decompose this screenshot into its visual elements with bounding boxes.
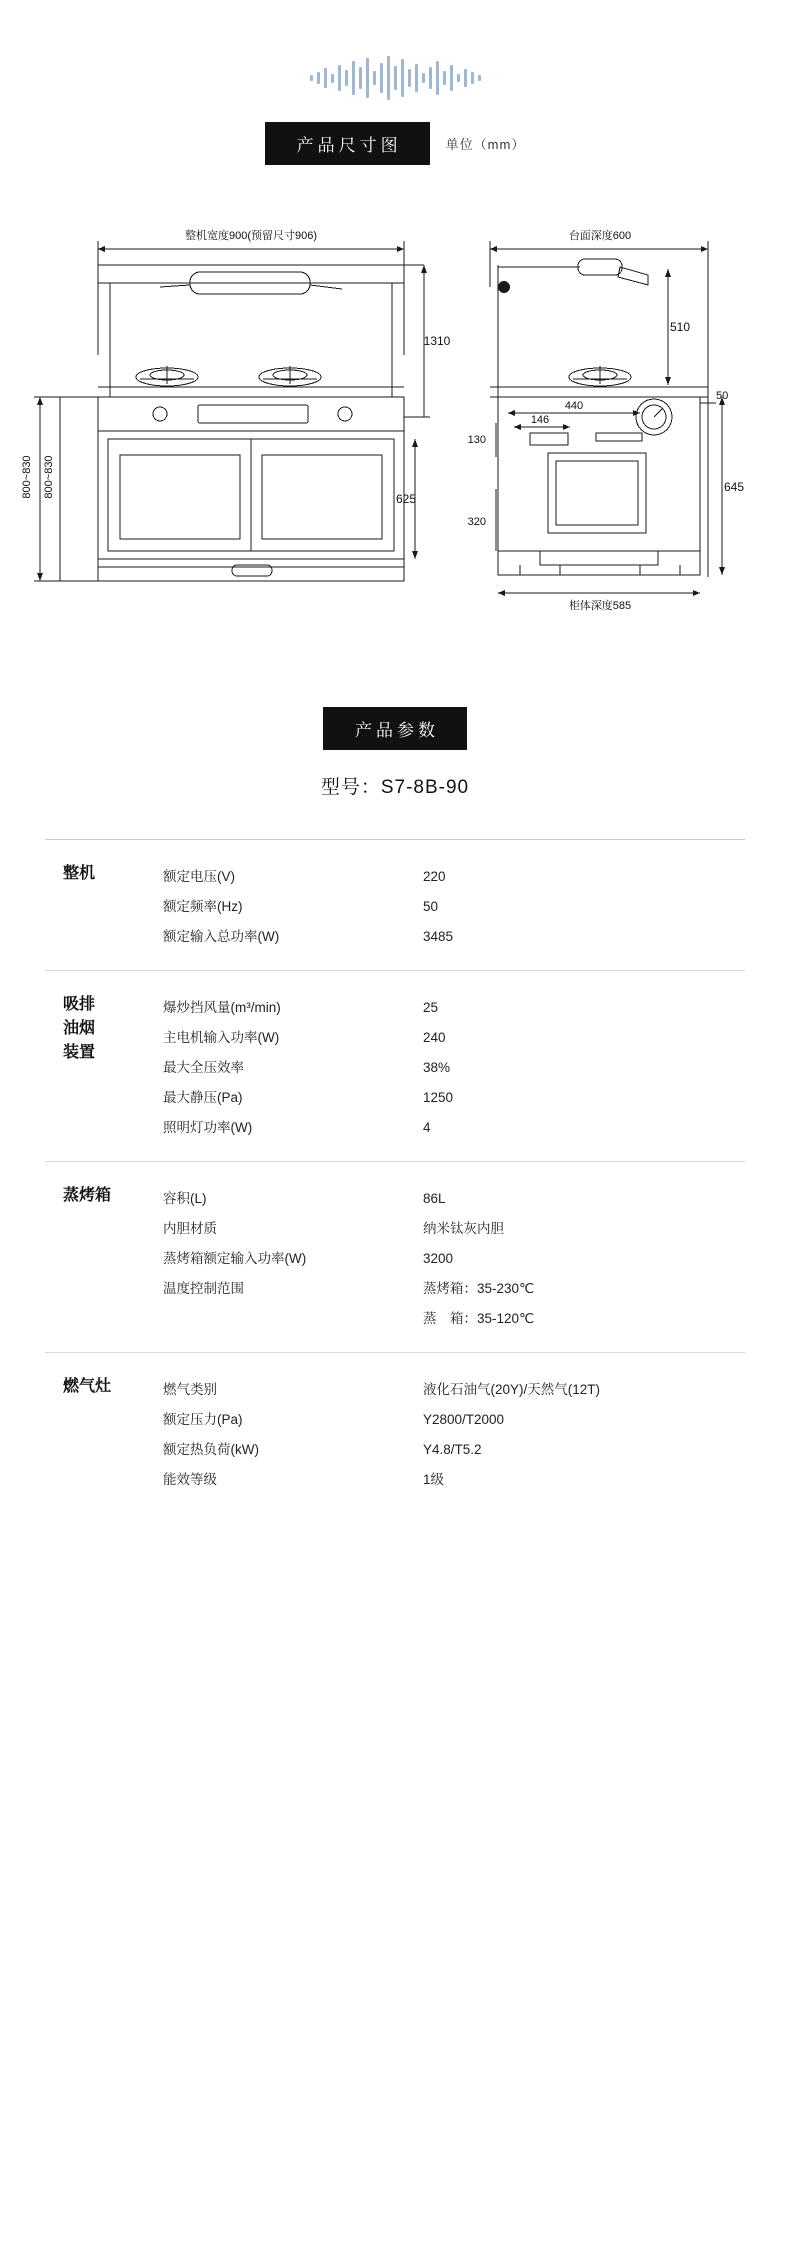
waveform-bar xyxy=(345,70,348,86)
param-rows xyxy=(163,1184,745,1334)
param-group-name: 吸排 油烟 装置 xyxy=(63,996,96,1061)
param-row xyxy=(163,993,745,1023)
param-value: 38% xyxy=(423,1060,451,1075)
waveform-bar xyxy=(422,73,425,83)
param-key: 最大静压(Pa) xyxy=(163,1090,243,1105)
param-row xyxy=(163,1465,745,1495)
waveform-bar xyxy=(471,72,474,84)
svg-text:440: 440 xyxy=(564,400,584,412)
param-group xyxy=(45,839,745,970)
param-key: 主电机输入功率(W) xyxy=(163,1030,280,1045)
param-row xyxy=(163,1375,745,1405)
params-table xyxy=(45,839,745,1513)
waveform-bar xyxy=(408,69,411,87)
param-key: 照明灯功率(W) xyxy=(163,1120,253,1135)
waveform-bar xyxy=(415,64,418,92)
param-row xyxy=(163,1083,745,1113)
param-key: 额定热负荷(kW) xyxy=(163,1442,259,1457)
param-value: 蒸烤箱：35-230℃ 蒸 箱：35-120℃ xyxy=(423,1281,535,1326)
param-row xyxy=(163,1023,745,1053)
waveform-bar xyxy=(373,71,376,85)
svg-text:800~830: 800~830 xyxy=(21,455,33,499)
label-front-width: 整机宽度900(预留尺寸906) xyxy=(184,230,318,242)
param-group-name: 燃气灶 xyxy=(63,1378,112,1395)
svg-text:510: 510 xyxy=(669,320,691,334)
svg-text:625: 625 xyxy=(395,492,417,506)
waveform-bar xyxy=(436,61,439,95)
waveform-bar xyxy=(324,68,327,88)
param-rows xyxy=(163,1375,745,1495)
technical-drawing xyxy=(0,227,790,647)
waveform-bar xyxy=(450,65,453,91)
svg-text:645: 645 xyxy=(723,480,745,494)
waveform-bar xyxy=(401,59,404,97)
param-rows xyxy=(163,993,745,1143)
waveform-bar xyxy=(310,75,313,81)
param-key: 内胆材质 xyxy=(163,1221,217,1236)
param-row xyxy=(163,922,745,952)
param-group xyxy=(45,1352,745,1513)
param-key: 额定压力(Pa) xyxy=(163,1412,243,1427)
param-value: 1级 xyxy=(423,1472,445,1487)
waveform-bars xyxy=(310,56,481,100)
param-value: 1250 xyxy=(423,1090,454,1105)
param-value: 240 xyxy=(423,1030,446,1045)
model-label: 型号：S7-8B-90 xyxy=(320,777,470,798)
svg-text:50: 50 xyxy=(716,390,729,402)
param-key: 蒸烤箱额定输入功率(W) xyxy=(163,1251,307,1266)
param-key: 温度控制范围 xyxy=(163,1281,244,1296)
waveform-bar xyxy=(366,58,369,98)
param-key: 最大全压效率 xyxy=(163,1060,244,1075)
svg-text:320: 320 xyxy=(467,516,486,528)
waveform-bar xyxy=(338,65,341,91)
param-group-name: 整机 xyxy=(63,865,96,882)
svg-text:130: 130 xyxy=(467,434,486,446)
param-group xyxy=(45,970,745,1161)
params-title-row xyxy=(0,707,790,750)
param-row xyxy=(163,1113,745,1143)
param-value: 50 xyxy=(423,899,439,914)
param-key: 燃气类别 xyxy=(163,1382,217,1397)
dimensions-title-row xyxy=(0,122,790,165)
param-key: 额定频率(Hz) xyxy=(163,899,243,914)
param-row xyxy=(163,862,745,892)
waveform-bar xyxy=(443,71,446,85)
param-row xyxy=(163,1184,745,1214)
param-value: 3485 xyxy=(423,929,454,944)
waveform-bar xyxy=(317,72,320,84)
param-value: Y4.8/T5.2 xyxy=(423,1442,482,1457)
param-row xyxy=(163,1435,745,1465)
svg-text:800~830: 800~830 xyxy=(43,455,55,499)
param-value: 220 xyxy=(423,869,446,884)
waveform-bar xyxy=(380,63,383,93)
param-row xyxy=(163,1405,745,1435)
svg-text:1310: 1310 xyxy=(423,334,451,348)
waveform-bar xyxy=(387,56,390,100)
param-key: 爆炒挡风量(m³/min) xyxy=(163,1000,281,1015)
waveform-bar xyxy=(352,61,355,95)
svg-text:146: 146 xyxy=(530,414,550,426)
param-row xyxy=(163,1053,745,1083)
waveform-bar xyxy=(359,67,362,89)
waveform-bar xyxy=(457,74,460,82)
param-value: 纳米钛灰内胆 xyxy=(423,1221,504,1236)
param-key: 额定电压(V) xyxy=(163,869,235,884)
param-value: 86L xyxy=(423,1191,446,1206)
svg-text:台面深度600: 台面深度600 xyxy=(568,230,632,242)
unit-note: 单位（mm） xyxy=(445,137,526,152)
waveform-bar xyxy=(478,75,481,81)
param-value: 4 xyxy=(423,1120,431,1135)
param-row xyxy=(163,1244,745,1274)
param-row xyxy=(163,1214,745,1244)
param-group-name: 蒸烤箱 xyxy=(63,1187,112,1204)
params-title: 产品参数 xyxy=(323,707,467,750)
dimensions-title: 产品尺寸图 xyxy=(265,122,430,165)
param-group xyxy=(45,1161,745,1352)
param-row xyxy=(163,1274,745,1334)
waveform-bar xyxy=(429,67,432,89)
waveform-bar xyxy=(331,74,334,83)
param-row xyxy=(163,892,745,922)
waveform-bar xyxy=(464,69,467,87)
param-value: 液化石油气(20Y)/天然气(12T) xyxy=(423,1382,601,1397)
param-key: 容积(L) xyxy=(163,1191,207,1206)
param-value: Y2800/T2000 xyxy=(423,1412,505,1427)
param-value: 25 xyxy=(423,1000,439,1015)
param-key: 能效等级 xyxy=(163,1472,217,1487)
waveform-decoration xyxy=(0,0,790,100)
waveform-bar xyxy=(394,66,397,90)
param-key: 额定输入总功率(W) xyxy=(163,929,280,944)
param-value: 3200 xyxy=(423,1251,454,1266)
svg-text:柜体深度585: 柜体深度585 xyxy=(568,600,632,612)
param-rows xyxy=(163,862,745,952)
